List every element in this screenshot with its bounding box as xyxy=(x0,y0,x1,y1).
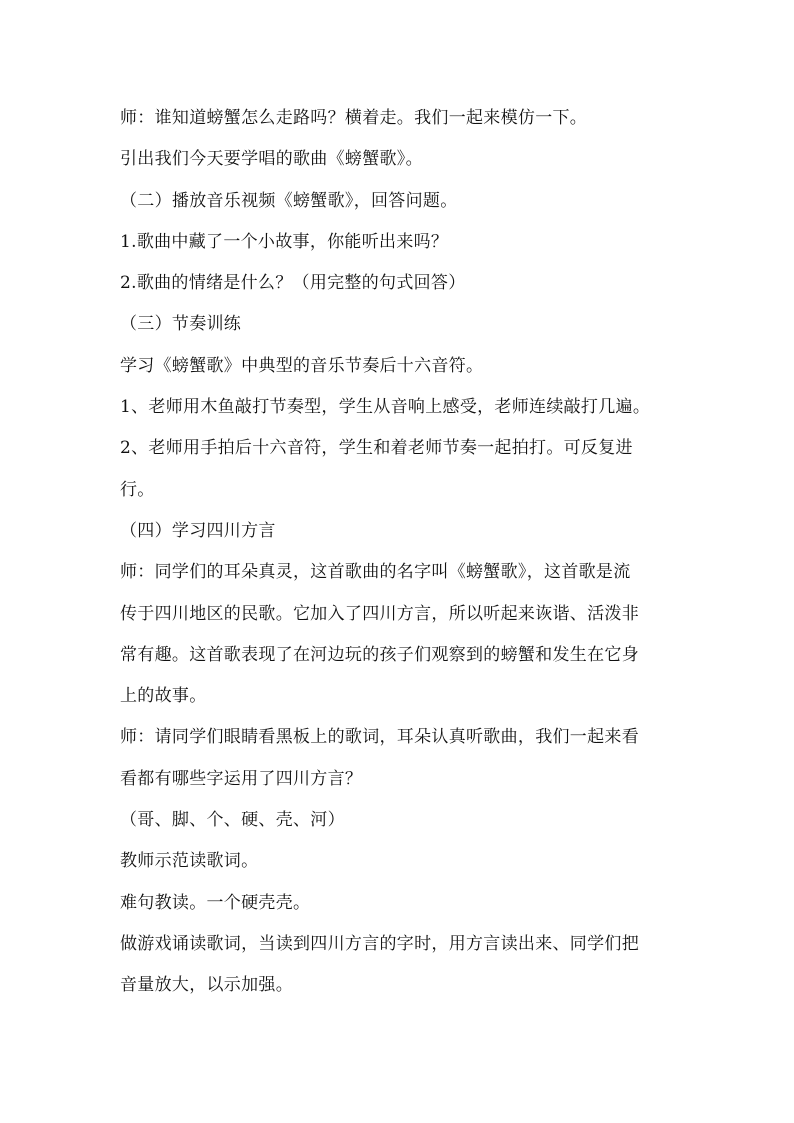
step-item: 1、老师用木鱼敲打节奏型，学生从音响上感受，老师连续敲打几遍。 xyxy=(120,397,651,418)
text-line: 师：谁知道螃蟹怎么走路吗？横着走。我们一起来模仿一下。 xyxy=(120,108,588,128)
section-heading: （三）节奏训练 xyxy=(120,314,242,335)
text-line: 常有趣。这首歌表现了在河边玩的孩子们观察到的螃蟹和发生在它身 xyxy=(120,644,639,665)
lesson-text xyxy=(120,98,676,1007)
text-line: 看都有哪些字运用了四川方言？ xyxy=(120,768,363,789)
text-line: （哥、脚、个、硬、壳、河） xyxy=(120,810,345,831)
text-line: 做游戏诵读歌词，当读到四川方言的字时，用方言读出来、同学们把 xyxy=(120,933,639,954)
text-line: 音量放大，以示加强。 xyxy=(120,975,293,996)
text-line: 难句教读。一个硬壳壳。 xyxy=(120,892,311,913)
text-line: 师：请同学们眼睛看黑板上的歌词，耳朵认真听歌曲，我们一起来看 xyxy=(120,727,639,748)
text-line: 教师示范读歌词。 xyxy=(120,851,259,872)
text-line: 学习《螃蟹歌》中典型的音乐节奏后十六音符。 xyxy=(120,355,484,376)
section-heading: （四）学习四川方言 xyxy=(120,520,276,541)
text-line: 师：同学们的耳朵真灵，这首歌曲的名字叫《螃蟹歌》，这首歌是流 xyxy=(120,562,631,583)
text-line: 行。 xyxy=(120,479,155,500)
text-line: 传于四川地区的民歌。它加入了四川方言，所以听起来诙谐、活泼非 xyxy=(120,603,639,624)
question-item: 1.歌曲中藏了一个小故事，你能听出来吗？ xyxy=(120,231,449,252)
text-line: 引出我们今天要学唱的歌曲《螃蟹歌》。 xyxy=(120,149,423,170)
question-item: 2.歌曲的情绪是什么？（用完整的句式回答） xyxy=(120,273,466,294)
step-item: 2、老师用手拍后十六音符，学生和着老师节奏一起拍打。可反复进 xyxy=(120,438,633,459)
text-line: 上的故事。 xyxy=(120,686,207,707)
section-heading: （二）播放音乐视频《螃蟹歌》，回答问题。 xyxy=(120,190,458,211)
